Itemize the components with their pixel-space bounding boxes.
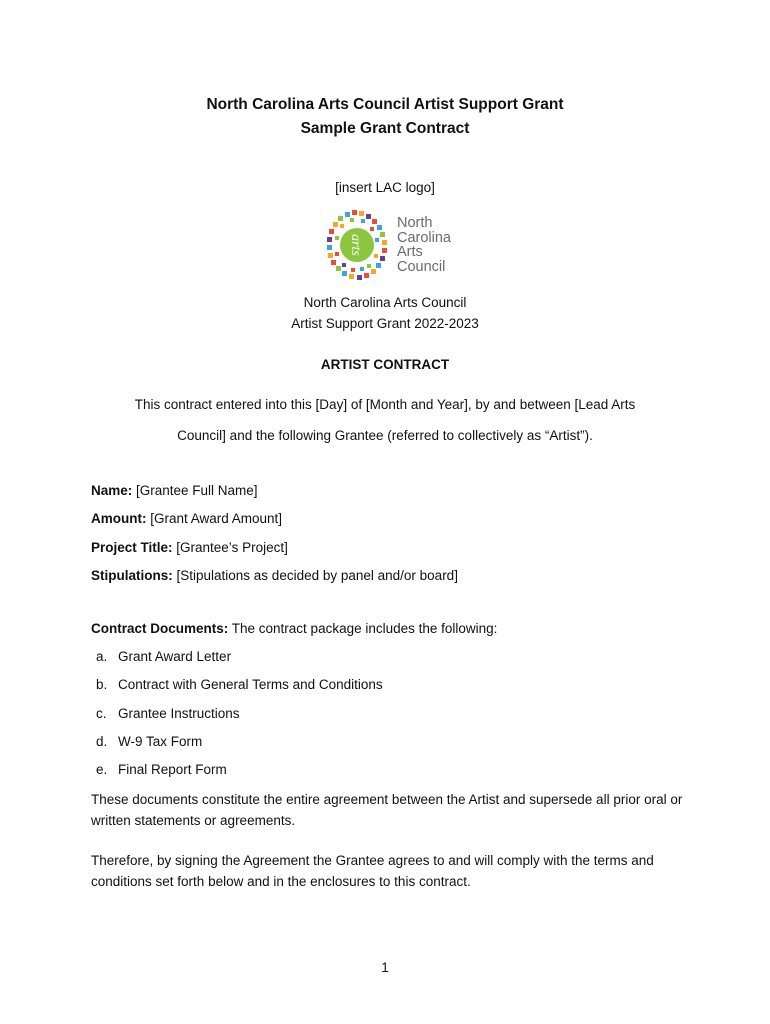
agreement-paragraph: These documents constitute the entire agreement between the Artist and supersede all prior oral or written statements or agreements.	[91, 792, 683, 828]
field-stipulations	[91, 568, 458, 583]
logo-wordmark-line: Arts	[397, 244, 423, 260]
field-label: Project Title:	[91, 540, 173, 555]
documents-intro-text: The contract package includes the following:	[228, 621, 498, 636]
field-label: Name:	[91, 483, 133, 498]
logo-wordmark-line: Carolina	[397, 229, 451, 246]
contract-intro-line1: This contract entered into this [Day] of [Month and Year], by and between [Lead Arts	[134, 397, 636, 412]
org-name: North Carolina Arts Council	[303, 295, 467, 310]
field-label: Stipulations:	[91, 568, 173, 583]
field-value: [Grantee’s Project]	[172, 540, 288, 555]
document-title: North Carolina Arts Council Artist Support Grant	[206, 96, 564, 113]
list-item: d. W-9 Tax Form	[96, 734, 203, 749]
program-name: Artist Support Grant 2022-2023	[291, 316, 479, 331]
logo-mosaic-icon	[322, 208, 394, 284]
field-amount	[91, 511, 282, 526]
document-subtitle: Sample Grant Contract	[300, 120, 470, 137]
documents-label: Contract Documents:	[91, 621, 229, 636]
field-name	[91, 483, 258, 498]
list-item: a. Grant Award Letter	[96, 649, 232, 664]
logo-wordmark-line: Council	[397, 258, 446, 275]
nc-arts-council-logo	[322, 208, 452, 284]
list-item: b. Contract with General Terms and Conditions	[96, 677, 383, 692]
logo-wordmark-line: North	[397, 215, 433, 231]
contract-heading: ARTIST CONTRACT	[320, 357, 450, 372]
list-item: e. Final Report Form	[96, 762, 227, 777]
compliance-paragraph: Therefore, by signing the Agreement the Grantee agrees to and will comply with the terms and conditions set forth below and in the enclosures to this contract.	[91, 853, 654, 889]
list-item: c. Grantee Instructions	[96, 706, 240, 721]
field-value: [Stipulations as decided by panel and/or board]	[172, 568, 458, 583]
logo-placeholder-text: [insert LAC logo]	[335, 180, 435, 195]
logo-wordmark	[397, 216, 451, 274]
field-project-title	[91, 540, 288, 555]
page-number: 1	[381, 960, 389, 975]
field-value: [Grantee Full Name]	[132, 483, 258, 498]
field-label: Amount:	[91, 511, 147, 526]
svg-text:arts: arts	[348, 234, 363, 256]
contract-documents-intro	[91, 621, 497, 636]
contract-intro-line2: Council] and the following Grantee (referred to collectively as “Artist”).	[177, 428, 593, 443]
field-value: [Grant Award Amount]	[146, 511, 283, 526]
